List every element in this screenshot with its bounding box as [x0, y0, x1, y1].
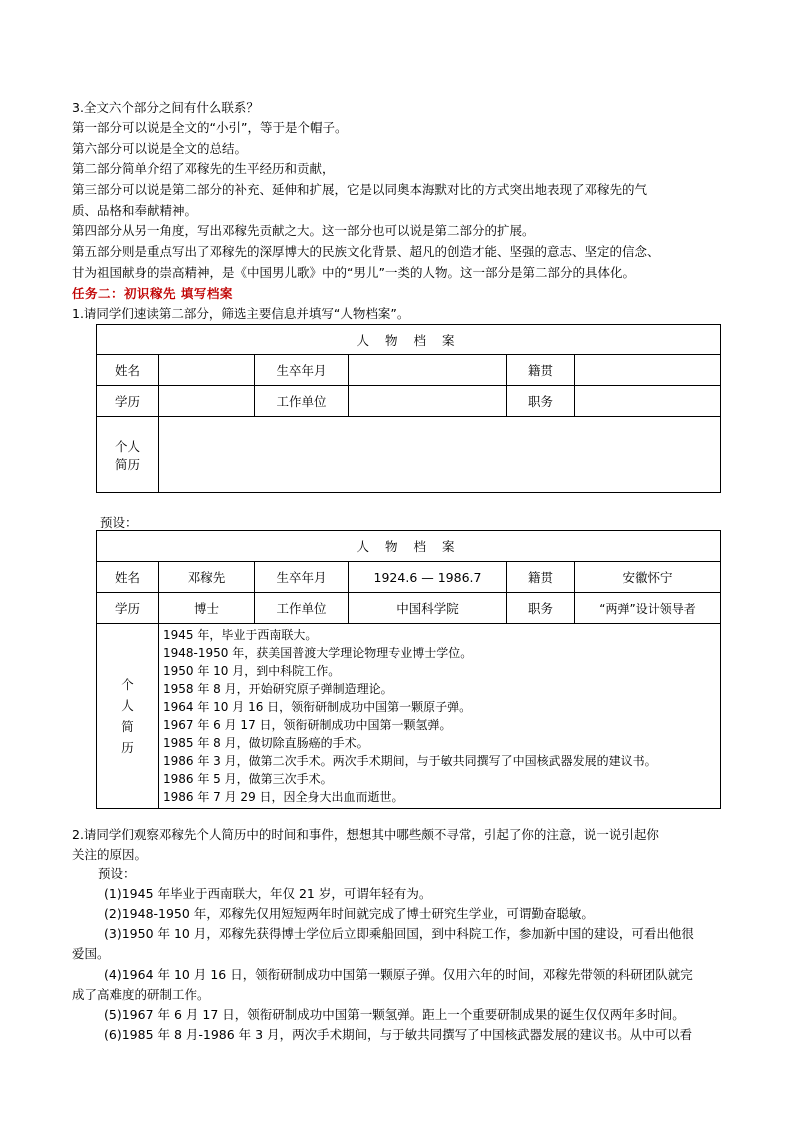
- q2-item: (6)1985 年 8 月-1986 年 3 月，两次手术期间，与于敏共同撰写了中国核武器发展的建议书。从中可以看: [104, 1027, 693, 1042]
- post-value: “两弹”设计领导者: [575, 593, 721, 624]
- intro-line: 第一部分可以说是全文的“小引”，等于是个帽子。: [72, 120, 348, 135]
- task2-question-1: 1.请同学们速读第二部分，筛选主要信息并填写“人物档案”。: [72, 306, 410, 321]
- education-label: 学历: [97, 386, 159, 417]
- q2-item-cont: 成了高难度的研制工作。: [72, 987, 210, 1002]
- bio-label-line: 简历: [114, 456, 140, 472]
- intro-line: 甘为祖国献身的崇高精神，是《中国男儿歌》中的“男儿”一类的人物。这一部分是第二部分的具体化。: [72, 265, 635, 280]
- bio-line: 1958 年 8 月，开始研究原子弹制造理论。: [163, 682, 393, 696]
- workplace-label: 工作单位: [255, 386, 349, 417]
- filled-archive-table: [96, 530, 721, 809]
- intro-line: 第四部分从另一角度，写出邓稼先贡献之大。这一部分也可以说是第二部分的扩展。: [72, 223, 535, 238]
- bio-cell: [159, 417, 721, 493]
- bio-line: 1986 年 7 月 29 日，因全身大出血而逝世。: [163, 790, 404, 804]
- table-title: 人 物 档 案: [97, 325, 721, 355]
- post-cell: [575, 386, 721, 417]
- intro-line: 第三部分可以说是第二部分的补充、延伸和扩展，它是以同奥本海默对比的方式突出地表现了邓稼先的气: [72, 182, 648, 197]
- intro-line: 质、品格和奉献精神。: [72, 203, 198, 218]
- bio-label-char: 人: [121, 698, 134, 713]
- workplace-cell: [349, 386, 507, 417]
- bio-label-char: 简: [121, 719, 134, 734]
- birth-label: 生卒年月: [255, 562, 349, 593]
- name-cell: [159, 355, 255, 386]
- q2-preset-label: 预设：: [98, 866, 136, 881]
- bio-line: 1967 年 6 月 17 日，领衔研制成功中国第一颗氢弹。: [163, 718, 452, 732]
- q2-item: (5)1967 年 6 月 17 日，领衔研制成功中国第一颗氢弹。距上一个重要研制成果的诞生仅仅两年多时间。: [104, 1007, 685, 1022]
- workplace-value: 中国科学院: [349, 593, 507, 624]
- bio-line: 1948-1950 年，获美国普渡大学理论物理专业博士学位。: [163, 646, 473, 660]
- bio-line: 1964 年 10 月 16 日，领衔研制成功中国第一颗原子弹。: [163, 700, 472, 714]
- education-label: 学历: [97, 593, 159, 624]
- bio-line: 1945 年，毕业于西南联大。: [163, 628, 318, 642]
- native-label: 籍贯: [507, 562, 575, 593]
- intro-line: 第五部分则是重点写出了邓稼先的深厚博大的民族文化背景、超凡的创造才能、坚强的意志、坚定的信念、: [72, 244, 660, 259]
- bio-line: 1986 年 3 月，做第二次手术。两次手术期间，与于敏共同撰写了中国核武器发展的建议书。: [163, 754, 657, 768]
- table-title: 人 物 档 案: [97, 531, 721, 562]
- native-cell: [575, 355, 721, 386]
- bio-label-char: 个: [121, 677, 134, 692]
- name-value: 邓稼先: [159, 562, 255, 593]
- bio-label: [97, 417, 159, 493]
- task2-heading: 任务二：初识稼先 填写档案: [72, 286, 233, 301]
- question-2-line: 2.请同学们观察邓稼先个人简历中的时间和事件，想想其中哪些颇不寻常，引起了你的注意，说一说引起你: [72, 827, 659, 842]
- bio-content: [159, 624, 721, 809]
- q2-item: (3)1950 年 10 月，邓稼先获得博士学位后立即乘船回国，到中科院工作，参加新中国的建设，可看出他很: [104, 926, 694, 941]
- education-value: 博士: [159, 593, 255, 624]
- post-label: 职务: [507, 593, 575, 624]
- question-2-line: 关注的原因。: [72, 847, 148, 862]
- birth-label: 生卒年月: [255, 355, 349, 386]
- education-cell: [159, 386, 255, 417]
- preset-label: 预设：: [100, 515, 138, 530]
- bio-line: 1950 年 10 月，到中科院工作。: [163, 664, 341, 678]
- intro-line: 第六部分可以说是全文的总结。: [72, 141, 248, 156]
- blank-archive-table: [96, 324, 721, 493]
- birth-cell: [349, 355, 507, 386]
- q2-item: (4)1964 年 10 月 16 日，领衔研制成功中国第一颗原子弹。仅用六年的时间，邓稼先带领的科研团队就完: [104, 967, 693, 982]
- question-3: 3.全文六个部分之间有什么联系？: [72, 100, 259, 115]
- post-label: 职务: [507, 386, 575, 417]
- intro-line: 第二部分简单介绍了邓稼先的生平经历和贡献，: [72, 161, 335, 176]
- native-label: 籍贯: [507, 355, 575, 386]
- birth-value: 1924.6 — 1986.7: [349, 562, 507, 593]
- bio-line: 1986 年 5 月，做第三次手术。: [163, 772, 333, 786]
- bio-label-line: 个人: [114, 438, 140, 454]
- name-label: 姓名: [97, 355, 159, 386]
- bio-label: [97, 624, 159, 809]
- q2-item: (1)1945 年毕业于西南联大，年仅 21 岁，可谓年轻有为。: [104, 886, 432, 901]
- workplace-label: 工作单位: [255, 593, 349, 624]
- name-label: 姓名: [97, 562, 159, 593]
- q2-item-cont: 爱国。: [72, 946, 110, 961]
- q2-item: (2)1948-1950 年，邓稼先仅用短短两年时间就完成了博士研究生学业，可谓勤奋聪敏。: [104, 906, 594, 921]
- bio-label-char: 历: [121, 740, 134, 755]
- bio-line: 1985 年 8 月，做切除直肠癌的手术。: [163, 736, 369, 750]
- native-value: 安徽怀宁: [575, 562, 721, 593]
